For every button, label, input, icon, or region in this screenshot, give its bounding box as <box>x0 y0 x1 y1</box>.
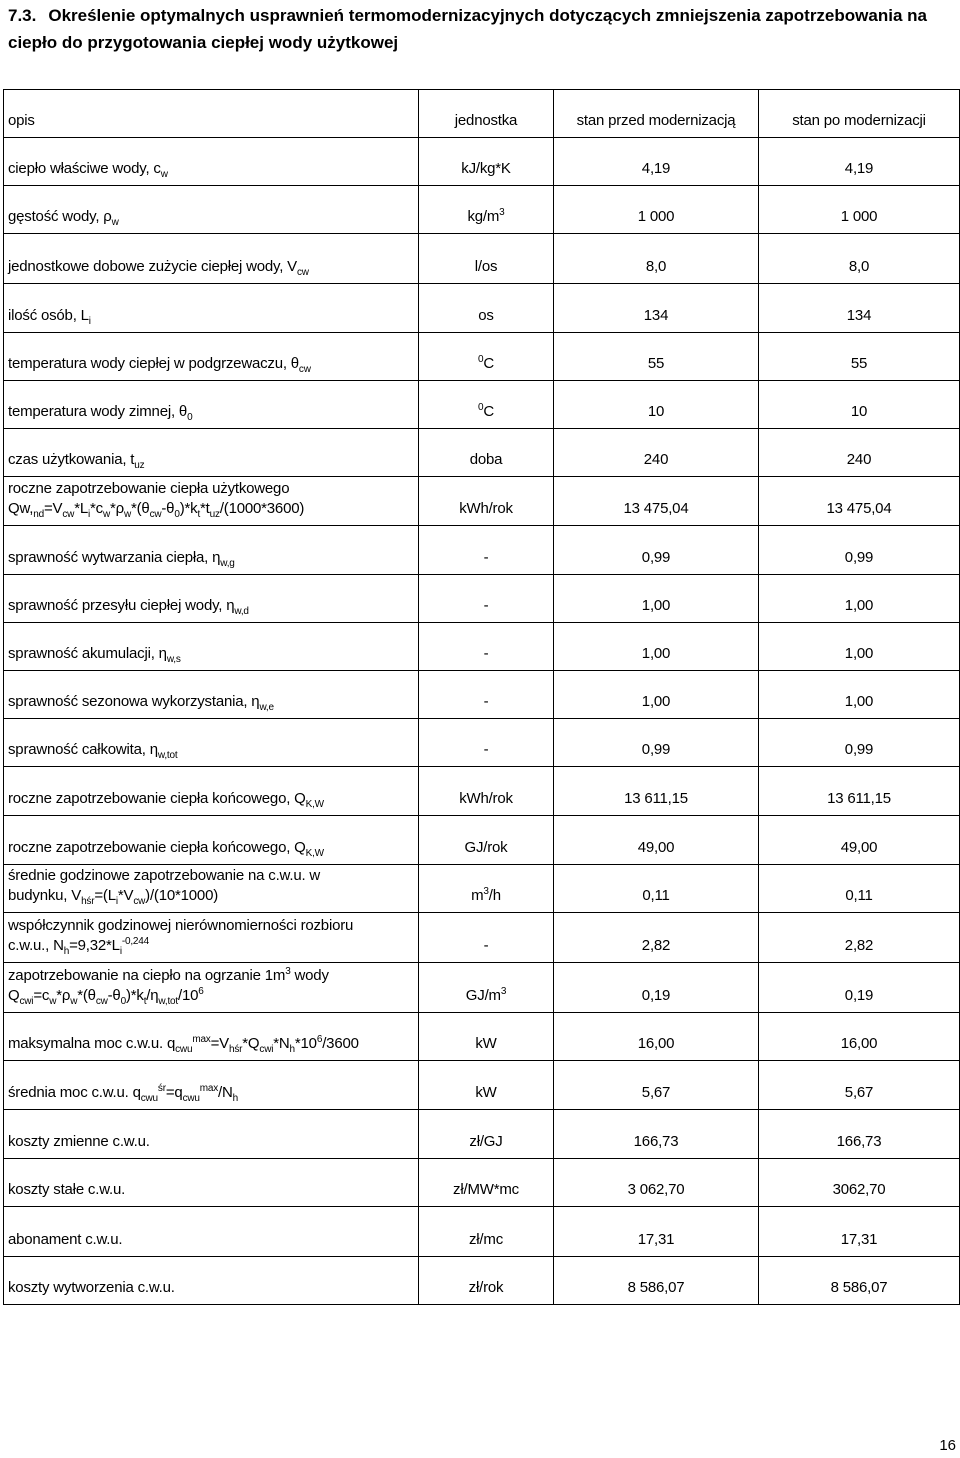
row-unit: kW <box>419 1061 554 1110</box>
table-row <box>4 1207 960 1257</box>
row-value-przed: 0,99 <box>554 526 759 575</box>
table-row <box>4 284 960 333</box>
row-label: roczne zapotrzebowanie ciepła użytkowego $Qw,_{nd}=V_{cw}*L_i*c_w*\rho_w*(\theta_{cw}-\theta_0)*k_t*t_{uz}/(1000*3600)$ <box>4 477 419 526</box>
table-row <box>4 865 960 913</box>
header-jednostka: jednostka <box>419 90 554 138</box>
row-label: temperatura wody ciepłej w podgrzewaczu, $\theta_{cw}$ <box>4 333 419 381</box>
row-label: koszty zmienne c.w.u. <box>4 1110 419 1159</box>
header-opis: opis <box>4 90 419 138</box>
row-label: gęstość wody, $\rho_w$ <box>4 186 419 234</box>
row-value-po: 1,00 <box>759 623 960 671</box>
row-label: koszty wytworzenia c.w.u. <box>4 1257 419 1305</box>
row-unit: $GJ/m^3$ <box>419 963 554 1013</box>
row-value-przed: 10 <box>554 381 759 429</box>
table-row <box>4 526 960 575</box>
row-unit: - <box>419 719 554 767</box>
row-value-po: 240 <box>759 429 960 477</box>
row-value-po: 4,19 <box>759 138 960 186</box>
dhw-optimization-table <box>3 89 960 1305</box>
row-value-po: 0,11 <box>759 865 960 913</box>
row-value-przed: 55 <box>554 333 759 381</box>
row-value-po: 8,0 <box>759 234 960 284</box>
row-unit: $m^3/h$ <box>419 865 554 913</box>
row-unit: - <box>419 623 554 671</box>
row-value-po: 8 586,07 <box>759 1257 960 1305</box>
table-row <box>4 138 960 186</box>
row-unit: kWh/rok <box>419 767 554 816</box>
row-label: sprawność akumulacji, $\eta_{w,s}$ <box>4 623 419 671</box>
row-label: średnia moc c.w.u. $q_{cwu}^{śr}=q_{cwu}^{max}/N_h$ <box>4 1061 419 1110</box>
row-value-po: 5,67 <box>759 1061 960 1110</box>
row-unit: kJ/kg*K <box>419 138 554 186</box>
row-unit: - <box>419 671 554 719</box>
row-value-przed: 13 475,04 <box>554 477 759 526</box>
row-label: roczne zapotrzebowanie ciepła końcowego, $Q_{K,W}$ <box>4 816 419 865</box>
row-value-przed: 1,00 <box>554 575 759 623</box>
row-label: koszty stałe c.w.u. <box>4 1159 419 1207</box>
table-row <box>4 429 960 477</box>
table-header-row <box>4 90 960 138</box>
row-value-przed: 8 586,07 <box>554 1257 759 1305</box>
row-value-po: 10 <box>759 381 960 429</box>
row-value-po: 0,19 <box>759 963 960 1013</box>
row-unit: doba <box>419 429 554 477</box>
row-unit: - <box>419 575 554 623</box>
row-value-po: 17,31 <box>759 1207 960 1257</box>
row-value-przed: 240 <box>554 429 759 477</box>
row-label: jednostkowe dobowe zużycie ciepłej wody, $V_{cw}$ <box>4 234 419 284</box>
row-unit: zł/rok <box>419 1257 554 1305</box>
row-value-przed: 1,00 <box>554 671 759 719</box>
header-przed: stan przed modernizacją <box>554 90 759 138</box>
table-row <box>4 575 960 623</box>
row-unit: kW <box>419 1013 554 1061</box>
table-row <box>4 623 960 671</box>
row-unit: os <box>419 284 554 333</box>
row-label: średnie godzinowe zapotrzebowanie na c.w.u. w budynku, $V_{hśr}=(L_i*V_{cw})/(10*1000)$ <box>4 865 419 913</box>
table-row <box>4 333 960 381</box>
row-value-po: 0,99 <box>759 719 960 767</box>
row-value-po: 2,82 <box>759 913 960 963</box>
row-label: ilość osób, $L_i$ <box>4 284 419 333</box>
row-unit: - <box>419 913 554 963</box>
row-value-przed: 0,19 <box>554 963 759 1013</box>
row-value-przed: 166,73 <box>554 1110 759 1159</box>
row-unit: $^0$C <box>419 333 554 381</box>
row-value-przed: 0,11 <box>554 865 759 913</box>
row-value-przed: 1,00 <box>554 623 759 671</box>
row-unit: zł/mc <box>419 1207 554 1257</box>
row-label: maksymalna moc c.w.u. $q_{cwu}^{max}=V_{hśr}*Q_{cwi}*N_h*10^6/3600$ <box>4 1013 419 1061</box>
row-value-przed: 17,31 <box>554 1207 759 1257</box>
table-row <box>4 1159 960 1207</box>
row-unit: GJ/rok <box>419 816 554 865</box>
row-value-przed: 49,00 <box>554 816 759 865</box>
row-value-po: 55 <box>759 333 960 381</box>
row-label: zapotrzebowanie na ciepło na ogrzanie $1m^3$ wody $Q_{cwi}=c_w*\rho_w*(\theta_{cw}-\theta_0)*k_t/\eta_{w,tot}/10^6$ <box>4 963 419 1013</box>
row-label: sprawność przesyłu ciepłej wody, $\eta_{w,d}$ <box>4 575 419 623</box>
row-label: ciepło właściwe wody, $c_w$ <box>4 138 419 186</box>
row-unit: l/os <box>419 234 554 284</box>
row-unit: zł/GJ <box>419 1110 554 1159</box>
row-value-przed: 0,99 <box>554 719 759 767</box>
table-row <box>4 186 960 234</box>
row-value-przed: 4,19 <box>554 138 759 186</box>
row-label: współczynnik godzinowej nierównomierności rozbioru c.w.u., $N_h=9,32*L_i^{-0,244}$ <box>4 913 419 963</box>
section-number: 7.3. <box>8 6 37 25</box>
row-value-po: 16,00 <box>759 1013 960 1061</box>
row-unit: kWh/rok <box>419 477 554 526</box>
table-row <box>4 477 960 526</box>
row-unit: zł/MW*mc <box>419 1159 554 1207</box>
page-number: 16 <box>939 1437 956 1454</box>
row-unit: $kg/m^3$ <box>419 186 554 234</box>
table-row <box>4 767 960 816</box>
row-value-przed: 1 000 <box>554 186 759 234</box>
row-label: abonament c.w.u. <box>4 1207 419 1257</box>
table-row <box>4 1257 960 1305</box>
header-po: stan po modernizacji <box>759 90 960 138</box>
table-row <box>4 671 960 719</box>
row-value-po: 1 000 <box>759 186 960 234</box>
section-title <box>8 2 953 56</box>
row-value-przed: 2,82 <box>554 913 759 963</box>
table-row <box>4 1061 960 1110</box>
table-row <box>4 816 960 865</box>
row-value-po: 166,73 <box>759 1110 960 1159</box>
row-value-przed: 134 <box>554 284 759 333</box>
table-row <box>4 1013 960 1061</box>
row-label: sprawność całkowita, $\eta_{w,tot}$ <box>4 719 419 767</box>
row-value-po: 1,00 <box>759 575 960 623</box>
table-row <box>4 719 960 767</box>
row-value-po: 13 475,04 <box>759 477 960 526</box>
row-value-po: 3062,70 <box>759 1159 960 1207</box>
row-value-po: 13 611,15 <box>759 767 960 816</box>
row-unit: - <box>419 526 554 575</box>
table-row <box>4 963 960 1013</box>
table-row <box>4 381 960 429</box>
row-value-po: 1,00 <box>759 671 960 719</box>
row-value-po: 0,99 <box>759 526 960 575</box>
row-value-po: 49,00 <box>759 816 960 865</box>
row-label: sprawność wytwarzania ciepła, $\eta_{w,g}$ <box>4 526 419 575</box>
row-value-przed: 3 062,70 <box>554 1159 759 1207</box>
row-unit: $^0$C <box>419 381 554 429</box>
row-value-po: 134 <box>759 284 960 333</box>
row-value-przed: 8,0 <box>554 234 759 284</box>
row-value-przed: 13 611,15 <box>554 767 759 816</box>
row-label: czas użytkowania, $t_{uz}$ <box>4 429 419 477</box>
row-label: temperatura wody zimnej, $\theta_0$ <box>4 381 419 429</box>
table-row <box>4 1110 960 1159</box>
row-value-przed: 16,00 <box>554 1013 759 1061</box>
row-label: sprawność sezonowa wykorzystania, $\eta_{w,e}$ <box>4 671 419 719</box>
row-value-przed: 5,67 <box>554 1061 759 1110</box>
row-label: roczne zapotrzebowanie ciepła końcowego, $Q_{K,W}$ <box>4 767 419 816</box>
table-row <box>4 913 960 963</box>
table-row <box>4 234 960 284</box>
table-body <box>4 138 960 1305</box>
section-title-text: Określenie optymalnych usprawnień termomodernizacyjnych dotyczących zmniejszenia zapotrzebowania na ciepło do przygotowania ciepłej wody użytkowej <box>8 6 927 52</box>
